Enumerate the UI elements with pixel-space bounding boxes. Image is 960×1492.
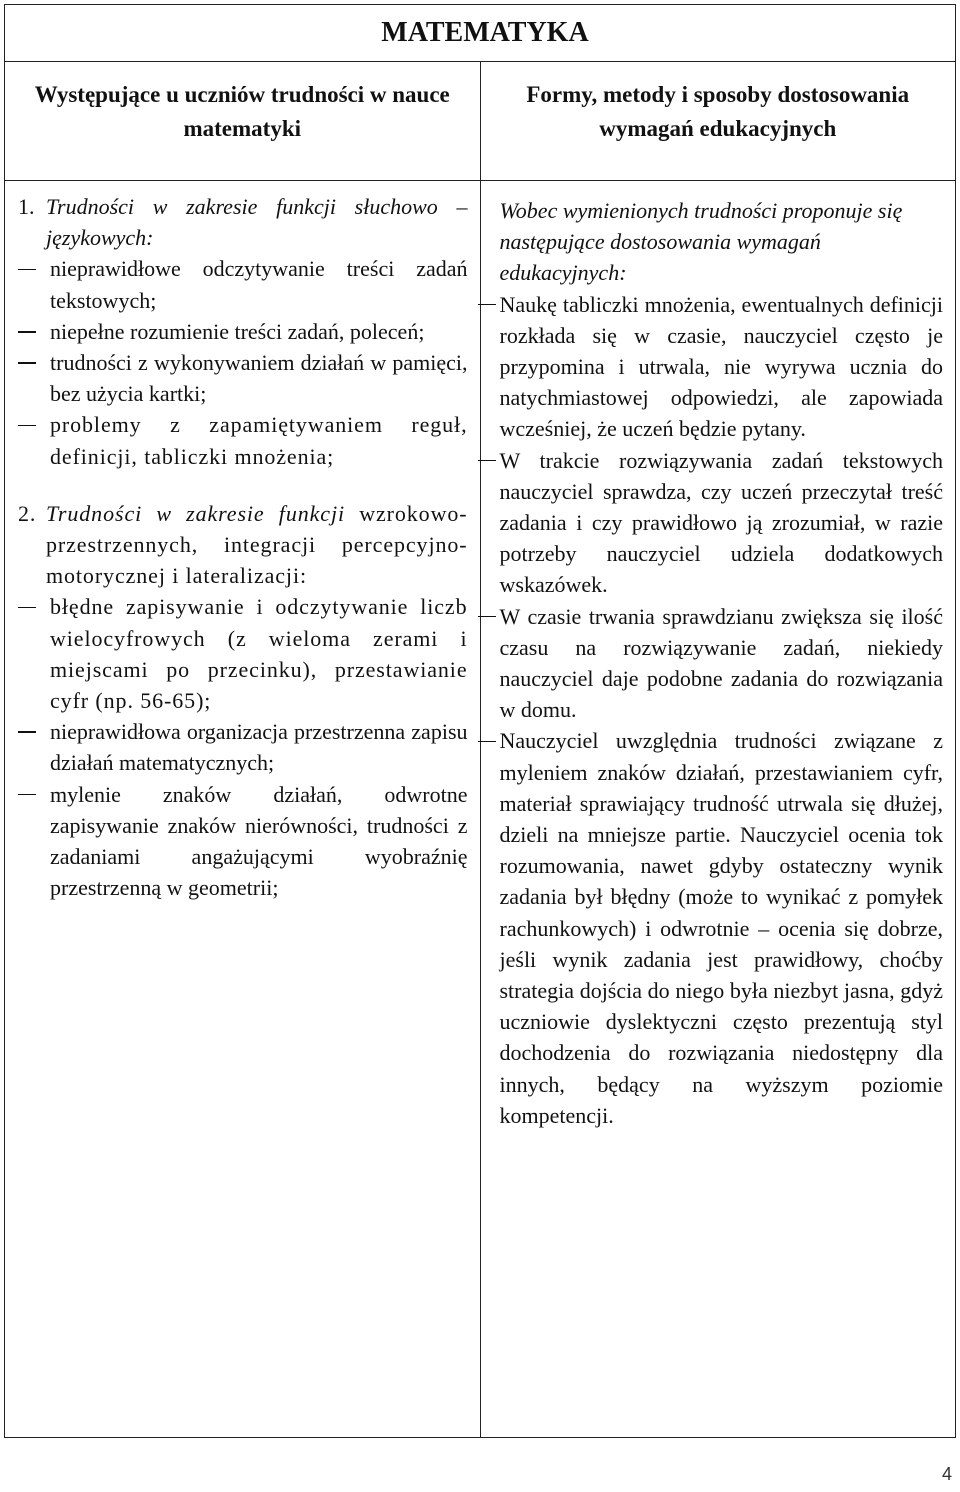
adaptations-items	[500, 289, 944, 1131]
document-title: MATEMATYKA	[381, 17, 589, 48]
dash-bullet-icon	[18, 316, 50, 347]
difficulties-cell	[5, 181, 481, 1438]
section-number: 1.	[18, 194, 35, 219]
list-item	[500, 725, 944, 1131]
list-item-text: błędne zapisywanie i odczytywanie liczb wielocyfrowych (z wieloma zerami i miejscami po przecinku), przestawianie cyfr (np. 56-65);	[50, 594, 468, 714]
right-column-header: Formy, metody i sposoby dostosowania wymagań edukacyjnych	[526, 82, 910, 141]
list-item-text: niepełne rozumienie treści zadań, poleceń;	[50, 318, 425, 344]
page-number: 4	[941, 1464, 952, 1484]
requirements-table	[4, 4, 956, 1438]
section-heading-continued: wzrokowo-przestrzennych, integracji percepcyjno-motorycznej i lateralizacji:	[46, 500, 468, 589]
dash-bullet-icon	[18, 716, 50, 747]
adaptations-intro: Wobec wymienionych trudności proponuje się następujące dostosowania wymagań edukacyjnych:	[499, 198, 903, 286]
list-item-text: problemy z zapamiętywaniem reguł, definicji, tabliczki mnożenia;	[50, 412, 468, 469]
list-item	[18, 347, 468, 409]
dash-bullet-icon	[18, 779, 50, 810]
list-item-text: W czasie trwania sprawdzianu zwiększa się ilość czasu na rozwiązywanie zadań, niekiedy nauczyciel daje podobne zadania do rozwiązania w domu.	[499, 603, 943, 723]
list-item	[500, 445, 944, 601]
list-item	[18, 409, 468, 471]
section-heading-1	[18, 191, 468, 253]
difficulties-list	[5, 181, 480, 903]
list-item	[18, 779, 468, 904]
section-number: 2.	[18, 500, 37, 526]
left-header-cell	[5, 62, 481, 181]
dash-bullet-icon	[478, 289, 500, 320]
section-gap	[18, 472, 468, 498]
list-item	[18, 591, 468, 716]
list-item	[18, 716, 468, 778]
list-item-text: mylenie znaków działań, odwrotne zapisywanie znaków nierówności, trudności z zadaniami angażującymi wyobraźnię przestrzenną w geometrii;	[50, 781, 468, 901]
dash-bullet-icon	[18, 409, 50, 440]
dash-bullet-icon	[478, 725, 500, 756]
dash-bullet-icon	[18, 253, 50, 284]
list-item-text: nieprawidłowe odczytywanie treści zadań tekstowych;	[50, 256, 468, 313]
adaptations-cell	[480, 181, 956, 1438]
list-item-text: W trakcie rozwiązywania zadań tekstowych nauczyciel sprawdza, czy uczeń przeczytał treść zadania i czy prawidłowo ją zrozumiał, w razie potrzeby nauczyciel udziela dodatkowych wskazówek.	[499, 447, 943, 598]
list-item-text: Nauczyciel uwzględnia trudności związane z myleniem znaków działań, przestawianiem cyfr, materiał sprawiający trudność utrwala się dłużej, dzieli na mniejsze partie. Nauczyciel ocenia tok rozumowania, nawet gdyby ostateczny wynik zadania był błędny (może to wynikać z pomyłek rachunkowych) i odwrotnie – ocenia się dobrze, jeśli wynik zadania jest prawidłowy, choćby strategia dojścia do niego była niezbyt jasna, gdyż uczniowie dyslektyczni często prezentują styl dochodzenia do rozwiązania niedostępny dla innych, będący na wyższym poziomie kompetencji.	[499, 728, 943, 1128]
list-item-text: nieprawidłowa organizacja przestrzenna zapisu działań matematycznych;	[50, 719, 468, 776]
right-header-cell	[480, 62, 956, 181]
section-heading-text: Trudności w zakresie funkcji słuchowo – językowych:	[46, 194, 468, 251]
adaptations-list	[481, 181, 956, 1131]
list-item	[18, 253, 468, 315]
list-item	[500, 601, 944, 726]
list-item-text: trudności z wykonywaniem działań w pamięci, bez użycia kartki;	[50, 350, 468, 407]
section-heading-2	[18, 498, 468, 592]
list-item-text: Naukę tabliczki mnożenia, ewentualnych definicji rozkłada się w czasie, nauczyciel często je przypomina i utrwala, nie wyrywa ucznia do natychmiastowej odpowiedzi, ale zapowiada wcześniej, że uczeń będzie pytany.	[499, 291, 943, 442]
title-cell	[5, 5, 956, 62]
left-column-header: Występujące u uczniów trudności w nauce matematyki	[34, 82, 450, 141]
list-item	[18, 316, 468, 347]
dash-bullet-icon	[478, 445, 500, 476]
section-heading-text: Trudności w zakresie funkcji	[46, 500, 345, 526]
dash-bullet-icon	[478, 601, 500, 632]
dash-bullet-icon	[18, 347, 50, 378]
dash-bullet-icon	[18, 591, 50, 622]
list-item	[500, 289, 944, 445]
